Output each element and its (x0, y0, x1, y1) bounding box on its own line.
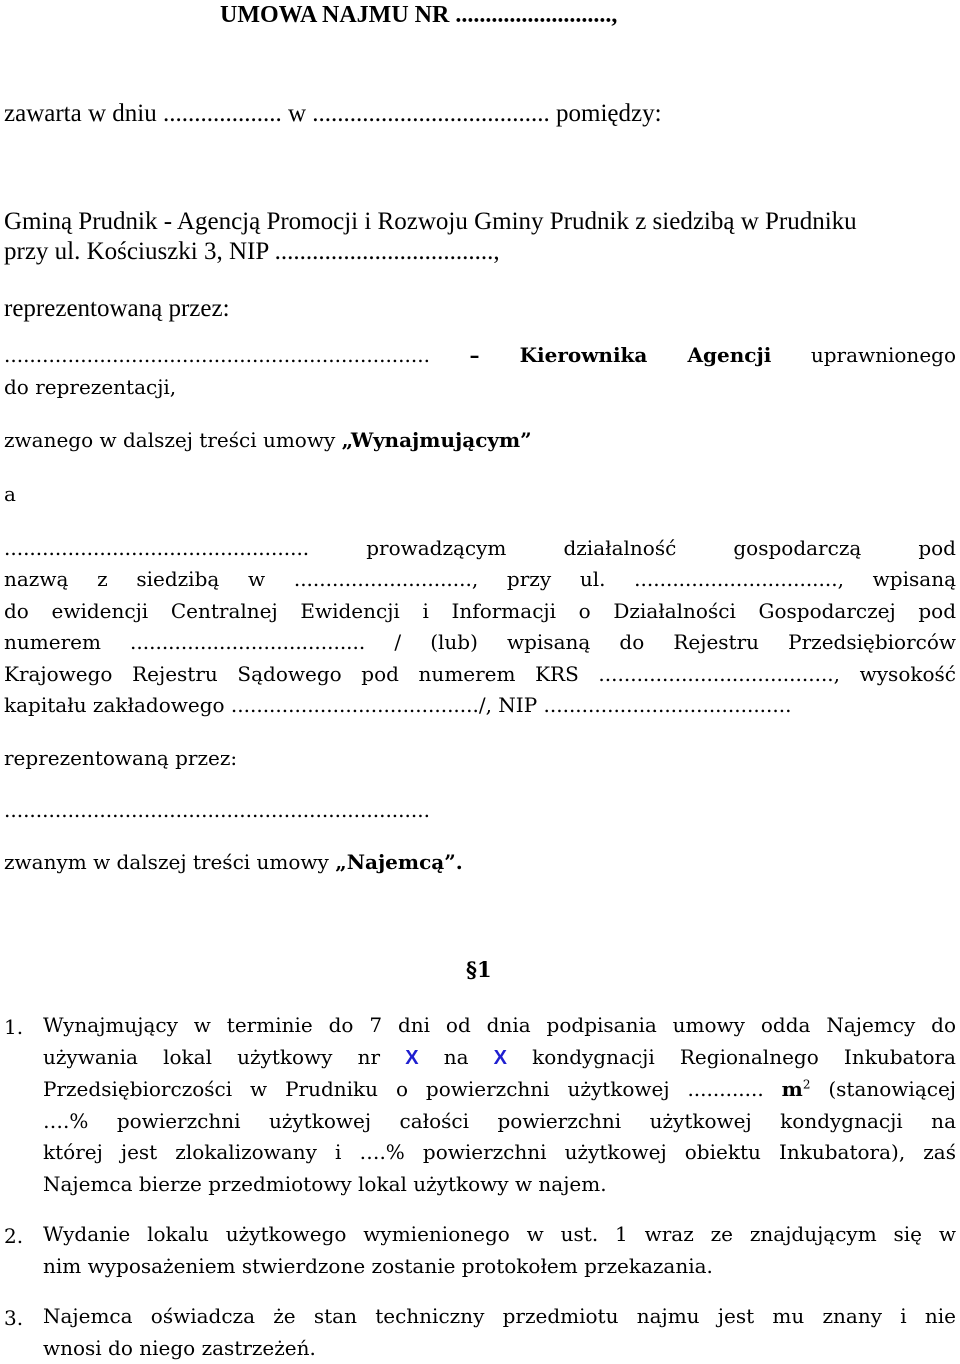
party1-rep-role-rest: uprawnionego (811, 343, 956, 367)
item-line: Wydanie lokalu użytkowego wymienionego w ust. 1 wraz ze znajdującym się w (43, 1219, 956, 1251)
item-line: wnosi do niego zastrzeżeń. (43, 1333, 956, 1364)
item-line: Najemca bierze przedmiotowy lokal użytkowy w najem. (43, 1169, 956, 1201)
party1-line-1: Gminą Prudnik - Agencją Promocji i Rozwoju Gminy Prudnik z siedzibą w Prudniku (4, 209, 956, 234)
party2-called-name: „Najemcą”. (335, 850, 462, 874)
item-number: 1. (4, 1015, 23, 1039)
conjunction-and: a (4, 484, 956, 504)
item-line: ….% powierzchni użytkowej całości powierzchni użytkowej kondygnacji na (43, 1106, 956, 1138)
party2-rep-dots: ................................................................... (4, 800, 956, 820)
unit-superscript: 2 (803, 1077, 811, 1091)
party2-line-4: numerem ..................................... / (lub) wpisaną do Rejestru Przedsiębiorców (4, 632, 956, 652)
item-line: używania lokal użytkowy nr X na X kondygnacji Regionalnego Inkubatora (43, 1042, 956, 1075)
item-text (43, 1301, 956, 1364)
party2-represented-by: reprezentowaną przez: (4, 748, 956, 768)
item-line: Wynajmujący w terminie do 7 dni od dnia podpisania umowy odda Najemcy do (43, 1010, 956, 1042)
item-number: 3. (4, 1306, 23, 1330)
item-line: Przedsiębiorczości w Prudniku o powierzchni użytkowej ............ $m^2$ (stanowiącej (43, 1074, 956, 1106)
party1-represented-by: reprezentowaną przez: (4, 296, 956, 321)
item-text (43, 1219, 956, 1282)
party2-line-5: Krajowego Rejestru Sądowego pod numerem KRS ....................................., wysokość (4, 664, 956, 684)
item-text (43, 1010, 956, 1200)
party1-called-name: „Wynajmującym” (342, 428, 532, 452)
party2-line-2: nazwą z siedzibą w ............................, przy ul. ................................, wpisaną (4, 569, 956, 589)
party1-rep-line-2: do reprezentacji, (4, 377, 956, 397)
section-heading: §1 (466, 957, 492, 982)
intro-line: zawarta w dniu ................... w ...................................... pomiędzy: (4, 101, 956, 126)
item-line: nim wyposażeniem stwierdzone zostanie protokołem przekazania. (43, 1251, 956, 1283)
party1-rep-role: – Kierownika Agencji (469, 343, 771, 367)
party2-called (4, 852, 956, 872)
party1-called-prefix: zwanego w dalszej treści umowy (4, 428, 335, 452)
party1-called (4, 430, 956, 450)
party2-line-6: kapitału zakładowego ......................................./, NIP ....................................... (4, 695, 956, 715)
party2-line-3: do ewidencji Centralnej Ewidencji i Informacji o Działalności Gospodarczej pod (4, 601, 956, 621)
unit-label: m (782, 1077, 803, 1101)
document-title: UMOWA NAJMU NR .........................., (220, 2, 617, 29)
item-number: 2. (4, 1224, 23, 1248)
item-line: której jest zlokalizowany i ….% powierzchni użytkowej obiektu Inkubatora), zaś (43, 1137, 956, 1169)
party1-rep-dots: ................................................................... (4, 343, 430, 367)
party2-line-1: ................................................ prowadzącym działalność gospodarczą pod (4, 538, 956, 558)
placeholder-x: X (494, 1047, 507, 1069)
party1-representative-line (4, 345, 956, 365)
party2-called-prefix: zwanym w dalszej treści umowy (4, 850, 329, 874)
party1-line-2: przy ul. Kościuszki 3, NIP ..................................., (4, 239, 956, 264)
placeholder-x: X (405, 1047, 418, 1069)
item-line: Najemca oświadcza że stan techniczny przedmiotu najmu jest mu znany i nie (43, 1301, 956, 1333)
